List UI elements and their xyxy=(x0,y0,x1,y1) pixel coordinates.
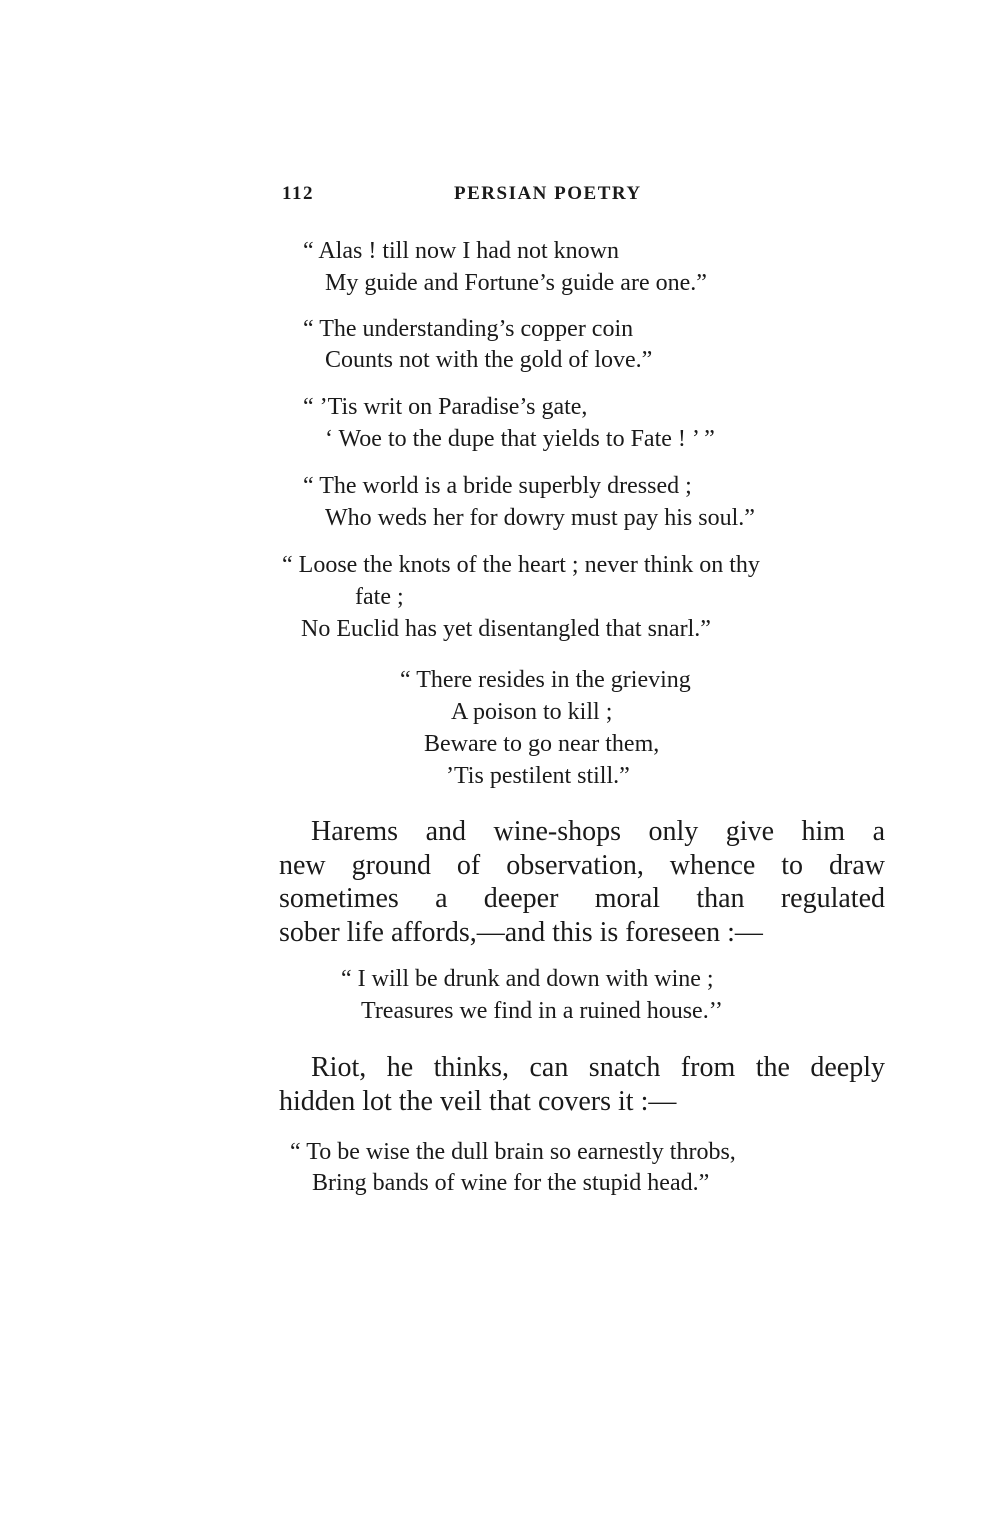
verse-line: My guide and Fortune’s guide are one.” xyxy=(325,270,707,296)
verse-line: “ The world is a bride superbly dressed ; xyxy=(303,473,692,499)
prose-line: Harems and wine-shops only give him a xyxy=(311,816,885,847)
page-header xyxy=(282,183,702,213)
verse-line: Counts not with the gold of love.” xyxy=(325,347,653,373)
page-number: 112 xyxy=(282,183,314,204)
prose-line: new ground of observation, whence to draw xyxy=(279,849,885,881)
verse-line: “ There resides in the grieving xyxy=(400,667,691,693)
verse-line: fate ; xyxy=(355,584,404,610)
verse-line: Bring bands of wine for the stupid head.” xyxy=(312,1170,710,1196)
verse-line: “ To be wise the dull brain so earnestly throbs, xyxy=(290,1139,736,1165)
verse-line: Treasures we find in a ruined house.’’ xyxy=(361,998,723,1024)
verse-line: ’Tis pestilent still.” xyxy=(446,763,630,789)
verse-line: A poison to kill ; xyxy=(451,699,613,725)
verse-line: Beware to go near them, xyxy=(424,731,660,757)
verse-line: ‘ Woe to the dupe that yields to Fate ! ’ ” xyxy=(325,426,715,452)
prose-line: Riot, he thinks, can snatch from the deeply xyxy=(311,1052,885,1083)
prose-paragraph xyxy=(279,1051,885,1118)
verse-line: “ ’Tis writ on Paradise’s gate, xyxy=(303,394,588,420)
verse-line: “ The understanding’s copper coin xyxy=(303,316,634,342)
verse-line: “ Loose the knots of the heart ; never think on thy xyxy=(282,552,760,578)
prose-line: sober life affords,—and this is foreseen :— xyxy=(279,916,763,948)
verse-line: Who weds her for dowry must pay his soul.” xyxy=(325,505,755,531)
running-title: PERSIAN POETRY xyxy=(454,183,642,204)
prose-line: sometimes a deeper moral than regulated xyxy=(279,883,885,914)
verse-line: No Euclid has yet disentangled that snarl.” xyxy=(301,616,711,642)
verse-line: “ I will be drunk and down with wine ; xyxy=(341,966,714,992)
verse-line: “ Alas ! till now I had not known xyxy=(303,238,619,264)
prose-paragraph xyxy=(279,815,885,949)
prose-line: hidden lot the veil that covers it :— xyxy=(279,1085,677,1117)
